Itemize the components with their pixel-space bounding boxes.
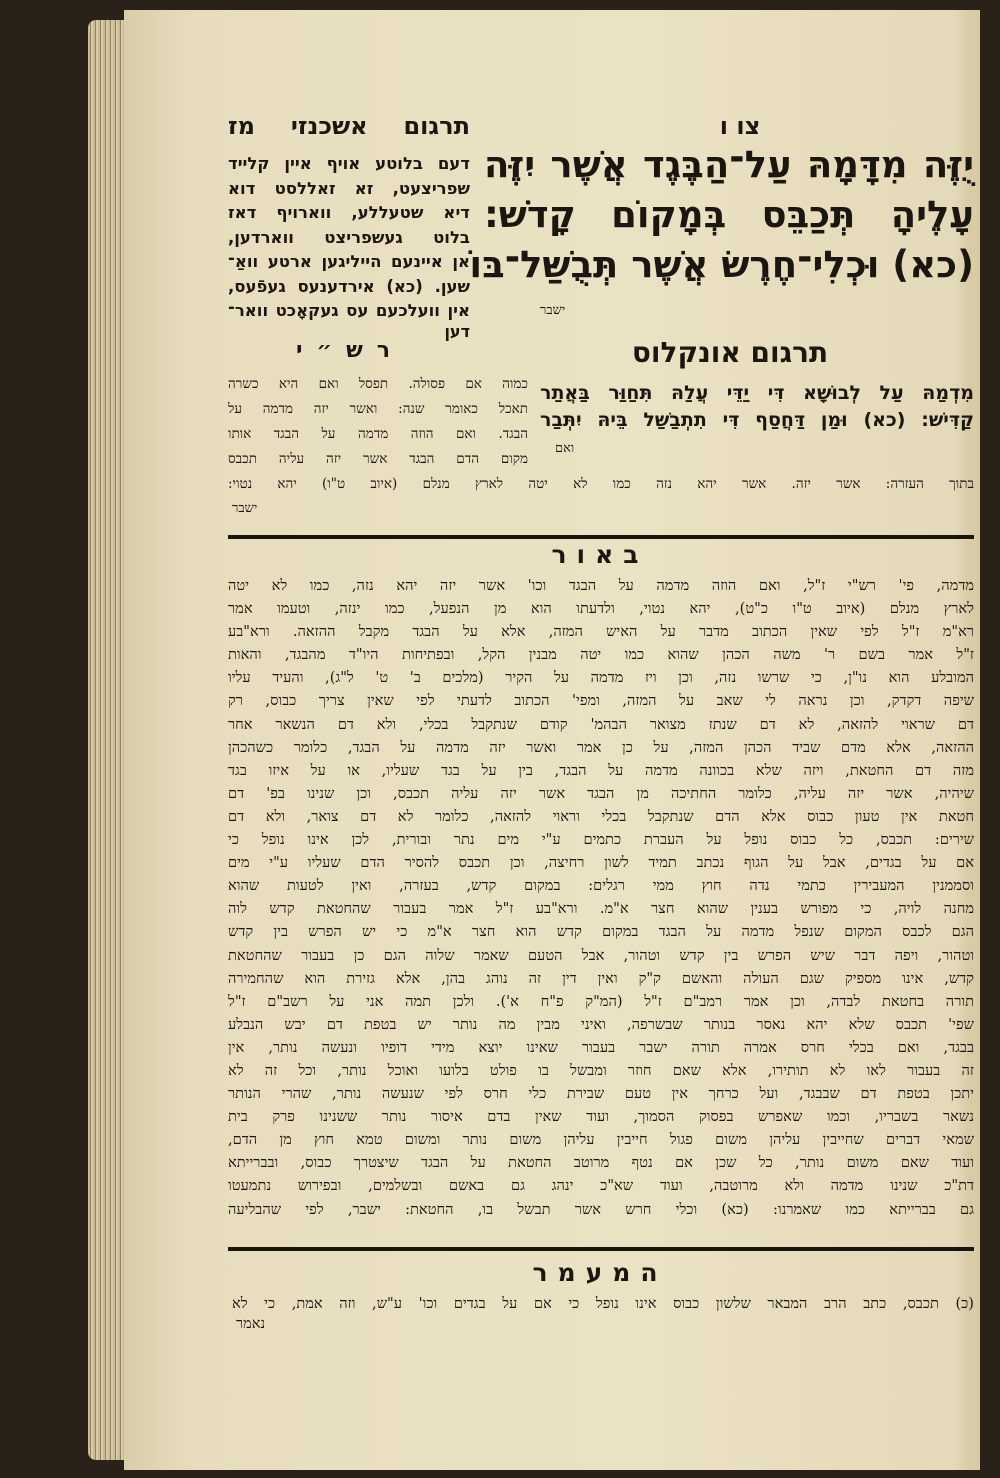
beur-title: באור <box>551 540 649 569</box>
text-line: שמאי דברים שחייבין עליהן משום פגול חייבין עליהן משום נותר ומשום טמא חוץ מן הדם, <box>228 1131 974 1149</box>
text-line: מקום הדם הבגד אשר יזה עליה תכבס <box>228 451 528 467</box>
text-line: ההזאה, אלא מדם שביד הכהן המזה, על כן אמר ואשר יזה מדמה על הבגד, כלומר כשהכהן <box>228 738 974 756</box>
text-line: אין וועלכעם עס געקאָכט וואר־ <box>228 301 470 320</box>
section-rule <box>228 535 974 539</box>
text-line: ז"ל אמר בשם ר' משה הכהן שהוא כמו יטה מבנין הקל, ובפתיחות היו"ד מהבגד, והאות <box>228 646 974 664</box>
text-line: מדמה, פי' רש"י ז"ל, ואם הוזה מדמה על הבגד וכו' אשר יזה יהא נזה, כמו לא יטה <box>228 577 974 594</box>
hamaamar-text: (כ) תכבס, כתב הרב המבאר שלשון כבוס אינו נופל כי אם על בגדים וכו' ע"ש, וזה אמת, כי לא <box>232 1295 974 1312</box>
text-line: תורה בחטאת לבדה, וכן אמר רמב"ם ז"ל (המ"ק פ"ח א'). ולכן תמה אני על רשב"ם ז"ל <box>228 992 974 1010</box>
text-line: בלוט געשפריצט ווארדען, <box>228 227 470 247</box>
hamaamar-title: המעמר <box>532 1258 668 1287</box>
text-line: שפריצעט, זא זאללסט דוא <box>228 178 470 198</box>
text-line: אם על בגדים, אבל על הגוף נכתב תמיד לשון רחיצה, וכן תכבס להסיר הדם שעליו ע"י מים <box>228 854 974 872</box>
text-line: יתכן בטפת דם שבבגד, ועל כרחך אין טעם שבירת כלי חרס לפי שנעשה נותר, שהרי הנותר <box>228 1085 974 1103</box>
text-line: שפי' תכבס שלא יהא נאסר בנותר שבשרפה, ואיני מבין מה נותר יש בטפת דם יבש הנבלע <box>228 1015 974 1033</box>
text-line: אן איינעם הייליגען ארטע וואַ־ <box>228 252 470 271</box>
text-line: תאכל כאומר שנה: ואשר יזה מדמה על <box>228 401 528 417</box>
onkelos-title: תרגום אונקלוס <box>631 336 829 369</box>
text-line: יֻזֶּה מִדָּמָהּ עַל־הַבֶּגֶד אֲשֶׁר יִזֶּה <box>484 143 974 186</box>
text-line: מזה דם החטאת, ויזה שלא בכוונה מדמה על הבגד, בין על בגד שעליו, או על איזו בגד <box>228 761 974 779</box>
rashi-text <box>228 372 528 472</box>
text-line: לארץ מנלם (איוב ט"ו כ"ט), יהא נטוי, ולדעתו הוא מן הנפעל, כמו ינזה, וטעמו אמר <box>228 600 974 618</box>
text-line: וסממנין המעבירין כתמי נדה חוץ ממי רגלים: במקום קדש, בעזרה, ואין לטעות שהוא <box>228 877 974 895</box>
text-line: ועוד שאם משום נותר, כל שכן אם נטף מרוטב החטאת על הבגד שיצטרך כבוס, ובברייתא <box>228 1154 974 1172</box>
rashi-full-line: בתוך העזרה: אשר יזה. אשר יהא נזה כמו לא יטה לארץ מנלם (איוב ט"ו) יהא נטוי: <box>228 476 974 492</box>
text-line: כמוה אם פסולה. תפסל ואם היא כשרה <box>228 376 528 392</box>
text-line: שיפה דקדק, וכן נראה לי שאב על המזה, ומפי' הכתוב לדעתי לפי שאין צריך כבוס, רק <box>228 692 974 710</box>
text-line: דעם בלוטע אויף איין קלייד <box>228 154 470 173</box>
text-line: דת"כ שנינו מדמה ולא מרוטבה, ועוד שא"כ ינהג גם באשם ובשלמים, ובפירוש נתמעטו <box>228 1177 974 1195</box>
section-rule <box>228 1247 974 1251</box>
text-line: בבגד, ואם בכלי חרס אמרה תורה ישבר בעבור שאינו יוצא מידי דופיו ונעשה נותר, אין <box>228 1038 974 1056</box>
text-line: גם בברייתא כמו שאמרנו: (כא) וכלי חרש אשר תבשל בו, החטאת: ישבר, לפי שהבליעה <box>228 1200 974 1218</box>
verse-catchword: ישבר <box>540 303 566 318</box>
text-line: נשאר בשבריו, וכמו שאפרש בפסוק הסמוך, ועוד שאין בדם איסור נותר ששנינו פרק בית <box>228 1108 974 1126</box>
running-header-parasha: צו ו <box>719 112 761 140</box>
text-line: דם שראוי להזאה, לא דם שנתז מצואר הבהמ' קודם שנתקבל בכלי, ולא דם הנשאר אחר <box>228 715 974 733</box>
text-line: הבגד. ואם הוזה מדמה על הבגד אותו <box>228 426 528 442</box>
page-stack-edge <box>88 20 128 1460</box>
text-line: שיהיה, אשר יזה עליה, כלומר החתיכה מן הבגד אשר יזה עליה תכבס, וכן שנינו בפ' דם <box>228 784 974 802</box>
text-line: וטהור, ויפה דבר שיש הפרש בין קדש וטהור, אבל הטעם שאמר שלוה הגם כן בעבור שהחטאת <box>228 946 974 964</box>
text-line: שירים: תכבס, כל כבוס נופל על העברת כתמים ע"י מים נתר ובורית, לכן אינו נופל כי <box>228 831 974 849</box>
torah-verse <box>469 140 974 290</box>
running-header-page: תרגום אשכנזי מז <box>228 112 470 140</box>
text-line: רא"מ ז"ל לפי שאין הכתוב מדבר על האיש המזה, אלא על הבגד מקבל ההזאה. ורא"בע <box>228 623 974 641</box>
text-line: זה בעבור לאו לא תותירו, אלא שאם חוזר ומבשל בו פולט בלועו ואוכל נותר, וכל זה לא <box>228 1061 974 1079</box>
rashi-catchword: ישבר <box>232 501 258 516</box>
yiddish-last: דען <box>444 322 470 341</box>
yiddish-translation <box>228 152 470 324</box>
text-line: שען. (כא) אירדענעס געפֿעס, <box>228 276 470 296</box>
onkelos-catchword: ואם <box>555 441 575 456</box>
onkelos-text <box>540 380 974 434</box>
text-line: הגם לכבס המקום שנפל מדמה על הבגד במקום קדש הוא חצר א"מ כי יש הפרש בין קדש <box>228 923 974 941</box>
text-line: עָלֶיהָ תְּכַבֵּס בְּמָקוֹם קָדֹשׁ: <box>484 193 974 236</box>
text-line: קַדִּישׁ: (כא) וּמַן דַּחֲסַף דִּי תִתְבַשַּׁל בֵּיהּ יִתְּבַר <box>540 409 974 431</box>
rashi-title: רש״י <box>295 338 405 363</box>
text-line: מחנה לויה, כי מפורש בענין שהוא חצר א"מ. ורא"בע ז"ל אמר בעבור שהחטאת קדש לוה <box>228 900 974 918</box>
text-line: מִדְמַהּ עַל לְבוּשָׁא דִּי יַדֵּי עֲלַהּ תִּחַוַּר בַּאֲתַר <box>540 382 974 404</box>
text-line: חטאת אין טעון כבוס אלא הדם שנתקבל בכלי וראוי להזאה, כלומר לא דם צואר, ולא דם <box>228 807 974 825</box>
text-line: (כא) וּכְלִי־חֶרֶשׂ אֲשֶׁר תְּבֻשַּׁל־בּוֹ <box>469 243 974 286</box>
beur-commentary <box>228 574 974 1221</box>
text-line: דיא שטעללע, ווארויף דאז <box>228 203 470 222</box>
text-line: המובלע הוא נו"ן, כי שרשו נזה, וכן ויז מדמה על הקיר (מלכים ב' ט' ל"ג), והעיד עליו <box>228 669 974 687</box>
text-line: קדש, אינו מספיק שגם העולה והאשם ק"ק ואין דין זה נוהג בהן, אלא גזירת הוא שהחמירה <box>228 969 974 987</box>
hamaamar-catchword: נאמר <box>236 1316 266 1332</box>
